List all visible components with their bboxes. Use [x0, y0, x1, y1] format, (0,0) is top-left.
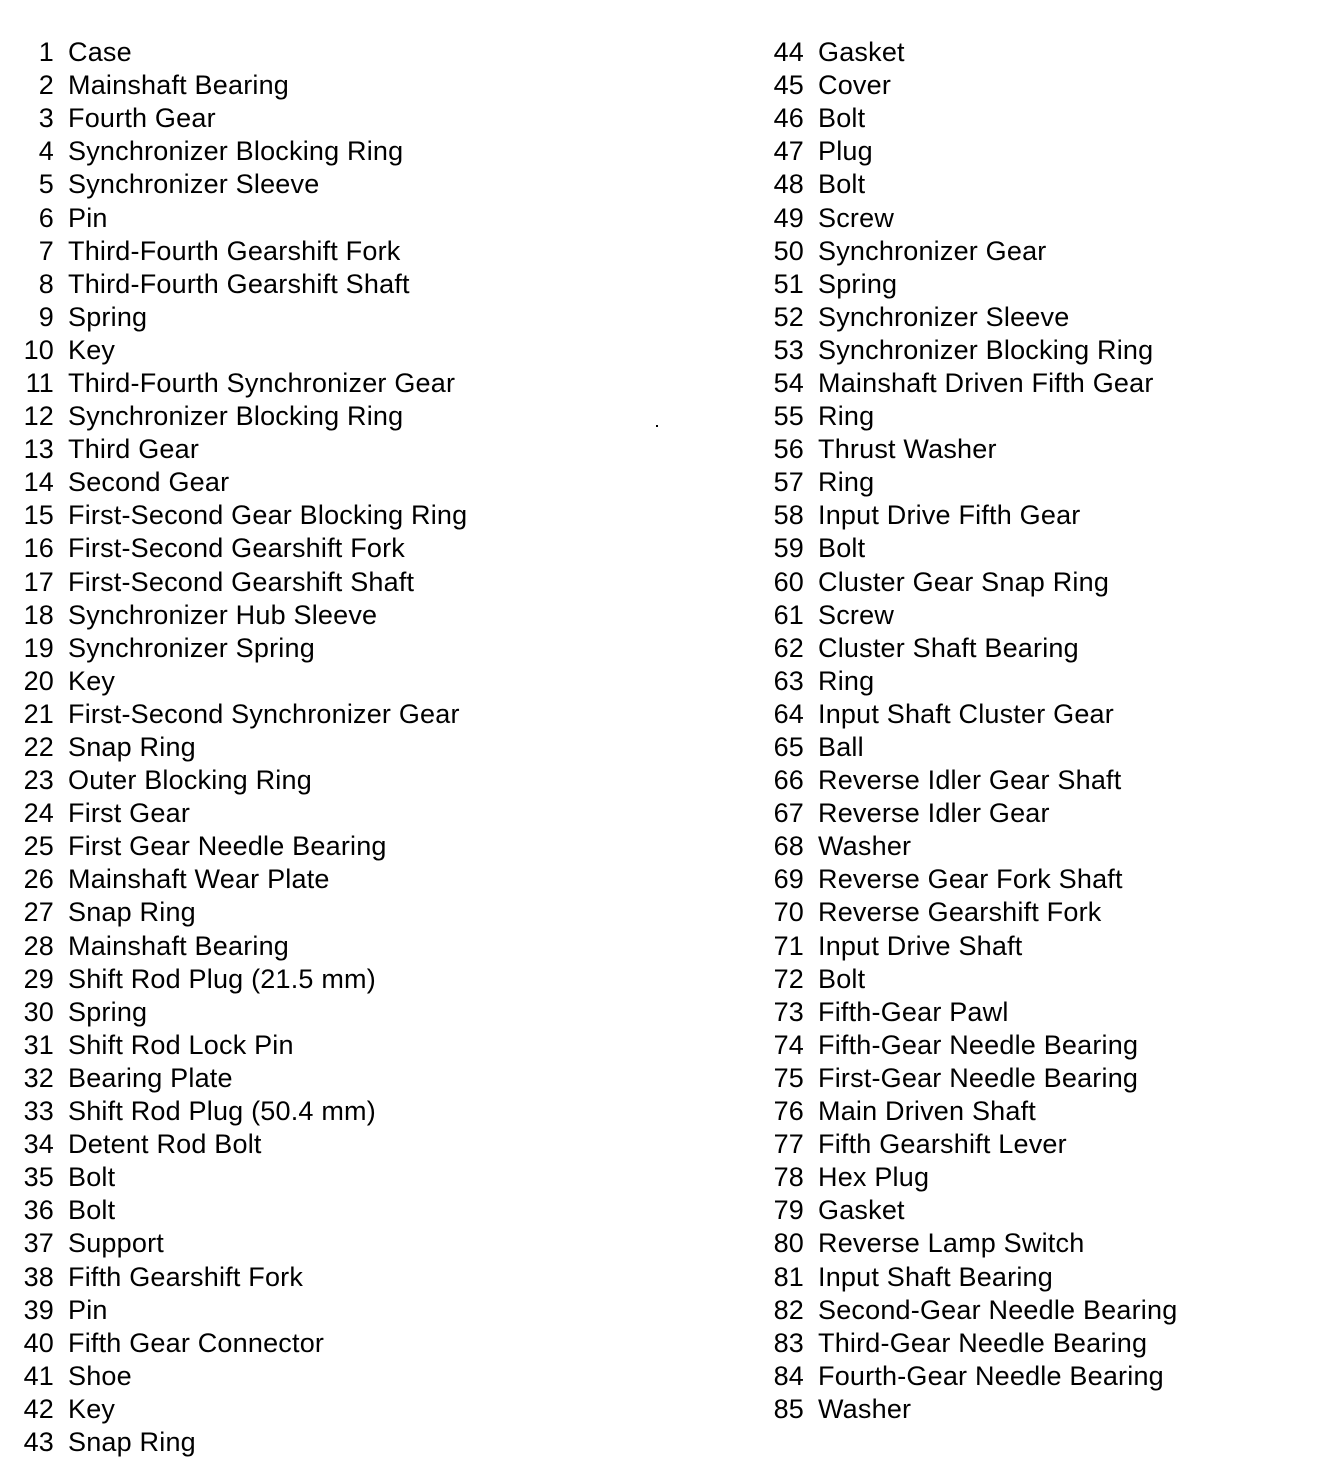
part-row	[762, 433, 1177, 466]
part-number: 72	[773, 963, 804, 994]
part-name: Mainshaft Wear Plate	[68, 864, 330, 895]
part-name: Bolt	[68, 1162, 116, 1193]
part-number: 41	[23, 1360, 54, 1391]
part-row	[762, 301, 1177, 334]
part-name: Shoe	[68, 1360, 132, 1391]
part-row	[12, 665, 467, 698]
part-name: Synchronizer Sleeve	[68, 169, 320, 200]
part-row	[12, 863, 467, 896]
part-name: Fifth Gearshift Lever	[818, 1129, 1067, 1160]
part-number: 54	[773, 367, 804, 398]
part-name: Spring	[818, 268, 898, 299]
part-number: 66	[773, 765, 804, 796]
part-name: Screw	[818, 202, 895, 233]
part-row	[12, 996, 467, 1029]
part-name: Synchronizer Spring	[68, 632, 315, 663]
part-number: 16	[23, 533, 54, 564]
part-name: Pin	[68, 1294, 108, 1325]
part-row	[762, 400, 1177, 433]
part-row	[12, 1194, 467, 1227]
part-name: Ring	[818, 401, 875, 432]
part-name: Key	[68, 334, 116, 365]
part-name: First-Second Gearshift Fork	[68, 533, 405, 564]
part-row	[762, 1194, 1177, 1227]
part-number: 19	[23, 632, 54, 663]
part-row	[762, 599, 1177, 632]
part-name: Snap Ring	[68, 1426, 196, 1457]
part-name: First-Gear Needle Bearing	[818, 1062, 1139, 1093]
part-row	[762, 268, 1177, 301]
part-number: 71	[773, 930, 804, 961]
part-number: 51	[773, 268, 804, 299]
part-number: 21	[23, 698, 54, 729]
part-number: 5	[38, 169, 54, 200]
part-row	[12, 599, 467, 632]
part-row	[762, 1062, 1177, 1095]
part-row	[12, 1260, 467, 1293]
part-number: 46	[773, 103, 804, 134]
part-row	[12, 1029, 467, 1062]
part-number: 73	[773, 996, 804, 1027]
part-row	[762, 797, 1177, 830]
part-number: 63	[773, 665, 804, 696]
part-number: 50	[773, 235, 804, 266]
part-name: Fourth Gear	[68, 103, 216, 134]
part-name: Reverse Idler Gear Shaft	[818, 765, 1122, 796]
part-number: 39	[23, 1294, 54, 1325]
part-number: 18	[23, 599, 54, 630]
part-number: 3	[38, 103, 54, 134]
part-number: 40	[23, 1327, 54, 1358]
part-number: 8	[38, 268, 54, 299]
part-name: Third-Gear Needle Bearing	[818, 1327, 1148, 1358]
part-number: 49	[773, 202, 804, 233]
part-number: 80	[773, 1228, 804, 1259]
part-name: Gasket	[818, 37, 905, 68]
part-name: Ball	[818, 732, 864, 763]
part-number: 7	[38, 235, 54, 266]
scan-speck	[656, 425, 658, 427]
part-row	[762, 168, 1177, 201]
part-number: 48	[773, 169, 804, 200]
part-number: 10	[23, 334, 54, 365]
part-name: Synchronizer Hub Sleeve	[68, 599, 378, 630]
part-number: 1	[38, 37, 54, 68]
part-row	[762, 1227, 1177, 1260]
part-number: 34	[23, 1129, 54, 1160]
part-row	[12, 797, 467, 830]
part-row	[12, 698, 467, 731]
part-number: 22	[23, 732, 54, 763]
part-row	[762, 1393, 1177, 1426]
part-name: Outer Blocking Ring	[68, 765, 312, 796]
part-number: 58	[773, 500, 804, 531]
part-number: 11	[25, 367, 54, 398]
part-row	[762, 896, 1177, 929]
part-row	[762, 830, 1177, 863]
part-name: Third-Fourth Gearshift Fork	[68, 235, 401, 266]
part-row	[762, 930, 1177, 963]
part-name: Reverse Lamp Switch	[818, 1228, 1085, 1259]
part-number: 79	[773, 1195, 804, 1226]
part-number: 57	[773, 467, 804, 498]
part-row	[12, 1161, 467, 1194]
part-number: 59	[773, 533, 804, 564]
part-name: Key	[68, 665, 116, 696]
part-name: Pin	[68, 202, 108, 233]
part-name: Washer	[818, 831, 912, 862]
part-number: 69	[773, 864, 804, 895]
part-number: 37	[23, 1228, 54, 1259]
part-row	[12, 433, 467, 466]
part-row	[12, 1393, 467, 1426]
part-name: First-Second Gearshift Shaft	[68, 566, 415, 597]
part-name: Fifth-Gear Pawl	[818, 996, 1009, 1027]
part-number: 45	[773, 70, 804, 101]
part-name: Washer	[818, 1393, 912, 1424]
part-row	[12, 102, 467, 135]
part-name: Input Drive Shaft	[818, 930, 1023, 961]
part-number: 85	[773, 1393, 804, 1424]
part-name: Reverse Gear Fork Shaft	[818, 864, 1123, 895]
part-number: 24	[23, 798, 54, 829]
part-name: Shift Rod Plug (50.4 mm)	[68, 1096, 376, 1127]
part-number: 82	[773, 1294, 804, 1325]
part-name: Synchronizer Blocking Ring	[68, 136, 404, 167]
part-row	[12, 632, 467, 665]
part-row	[12, 201, 467, 234]
part-row	[12, 268, 467, 301]
part-name: Third Gear	[68, 434, 200, 465]
part-number: 78	[773, 1162, 804, 1193]
part-row	[762, 731, 1177, 764]
part-name: Ring	[818, 467, 875, 498]
part-number: 26	[23, 864, 54, 895]
part-row	[12, 334, 467, 367]
part-name: Thrust Washer	[818, 434, 997, 465]
part-number: 61	[773, 599, 804, 630]
part-row	[762, 665, 1177, 698]
part-name: Fifth-Gear Needle Bearing	[818, 1029, 1139, 1060]
part-row	[12, 896, 467, 929]
part-number: 12	[23, 401, 54, 432]
part-number: 38	[23, 1261, 54, 1292]
part-name: Ring	[818, 665, 875, 696]
parts-list-right-column	[762, 36, 1177, 1426]
part-row	[762, 566, 1177, 599]
part-name: Bearing Plate	[68, 1062, 233, 1093]
part-row	[12, 930, 467, 963]
part-name: Bolt	[818, 103, 866, 134]
part-row	[12, 830, 467, 863]
part-number: 47	[773, 136, 804, 167]
part-row	[762, 1128, 1177, 1161]
part-row	[12, 1128, 467, 1161]
part-name: Mainshaft Bearing	[68, 70, 290, 101]
part-name: Third-Fourth Gearshift Shaft	[68, 268, 410, 299]
part-row	[762, 135, 1177, 168]
part-row	[12, 566, 467, 599]
part-number: 14	[23, 467, 54, 498]
part-name: Shift Rod Lock Pin	[68, 1029, 294, 1060]
part-row	[12, 764, 467, 797]
part-name: Hex Plug	[818, 1162, 930, 1193]
part-number: 70	[773, 897, 804, 928]
part-name: Shift Rod Plug (21.5 mm)	[68, 963, 376, 994]
part-row	[12, 400, 467, 433]
parts-list-left-column	[12, 36, 467, 1459]
part-number: 6	[38, 202, 54, 233]
part-number: 77	[773, 1129, 804, 1160]
part-name: Mainshaft Bearing	[68, 930, 290, 961]
part-row	[762, 863, 1177, 896]
part-number: 33	[23, 1096, 54, 1127]
part-name: Bolt	[818, 169, 866, 200]
part-number: 23	[23, 765, 54, 796]
part-number: 15	[23, 500, 54, 531]
part-name: Second Gear	[68, 467, 230, 498]
part-number: 31	[23, 1029, 54, 1060]
part-row	[762, 632, 1177, 665]
part-name: Fifth Gear Connector	[68, 1327, 325, 1358]
part-name: Snap Ring	[68, 897, 196, 928]
part-row	[762, 36, 1177, 69]
part-name: Third-Fourth Synchronizer Gear	[68, 367, 456, 398]
part-number: 2	[38, 70, 54, 101]
part-row	[762, 698, 1177, 731]
part-number: 81	[773, 1261, 804, 1292]
part-row	[12, 367, 467, 400]
part-number: 67	[773, 798, 804, 829]
part-row	[12, 235, 467, 268]
part-name: Mainshaft Driven Fifth Gear	[818, 367, 1154, 398]
part-name: Fifth Gearshift Fork	[68, 1261, 304, 1292]
part-row	[762, 963, 1177, 996]
part-number: 42	[23, 1393, 54, 1424]
part-name: Reverse Idler Gear	[818, 798, 1050, 829]
part-number: 62	[773, 632, 804, 663]
part-row	[762, 996, 1177, 1029]
part-name: Reverse Gearshift Fork	[818, 897, 1102, 928]
part-row	[762, 1260, 1177, 1293]
part-row	[762, 201, 1177, 234]
part-row	[12, 168, 467, 201]
part-row	[762, 1294, 1177, 1327]
part-name: Input Drive Fifth Gear	[818, 500, 1081, 531]
part-number: 35	[23, 1162, 54, 1193]
part-number: 29	[23, 963, 54, 994]
part-row	[762, 1327, 1177, 1360]
part-name: Cluster Shaft Bearing	[818, 632, 1079, 663]
part-number: 84	[773, 1360, 804, 1391]
part-number: 65	[773, 732, 804, 763]
part-row	[762, 1095, 1177, 1128]
part-number: 55	[773, 401, 804, 432]
part-row	[762, 1161, 1177, 1194]
part-name: Bolt	[818, 963, 866, 994]
part-name: Spring	[68, 996, 148, 1027]
part-number: 53	[773, 334, 804, 365]
part-name: First Gear	[68, 798, 191, 829]
part-name: Case	[68, 37, 132, 68]
part-name: Input Shaft Bearing	[818, 1261, 1053, 1292]
part-row	[12, 499, 467, 532]
part-number: 60	[773, 566, 804, 597]
part-row	[12, 963, 467, 996]
part-name: Key	[68, 1393, 116, 1424]
part-row	[762, 1029, 1177, 1062]
part-number: 13	[23, 434, 54, 465]
part-row	[762, 764, 1177, 797]
part-name: Main Driven Shaft	[818, 1096, 1036, 1127]
part-name: Plug	[818, 136, 873, 167]
part-number: 64	[773, 698, 804, 729]
part-row	[12, 532, 467, 565]
part-row	[12, 466, 467, 499]
part-name: Gasket	[818, 1195, 905, 1226]
part-name: Detent Rod Bolt	[68, 1129, 262, 1160]
part-name: First-Second Gear Blocking Ring	[68, 500, 468, 531]
part-row	[12, 36, 467, 69]
part-row	[12, 301, 467, 334]
part-row	[12, 1062, 467, 1095]
part-name: First Gear Needle Bearing	[68, 831, 387, 862]
part-row	[12, 731, 467, 764]
part-name: Support	[68, 1228, 164, 1259]
part-row	[762, 334, 1177, 367]
part-row	[762, 1360, 1177, 1393]
part-number: 32	[23, 1062, 54, 1093]
part-name: Cover	[818, 70, 892, 101]
part-number: 36	[23, 1195, 54, 1226]
part-row	[12, 1327, 467, 1360]
part-row	[762, 235, 1177, 268]
part-number: 30	[23, 996, 54, 1027]
part-name: Synchronizer Blocking Ring	[68, 401, 404, 432]
part-name: Screw	[818, 599, 895, 630]
part-number: 76	[773, 1096, 804, 1127]
part-number: 4	[38, 136, 54, 167]
part-name: Synchronizer Sleeve	[818, 301, 1070, 332]
part-row	[762, 69, 1177, 102]
part-number: 52	[773, 301, 804, 332]
part-row	[12, 1294, 467, 1327]
part-number: 44	[773, 37, 804, 68]
part-row	[762, 466, 1177, 499]
part-row	[762, 499, 1177, 532]
part-number: 43	[23, 1426, 54, 1457]
part-row	[12, 1227, 467, 1260]
part-row	[762, 367, 1177, 400]
part-name: Input Shaft Cluster Gear	[818, 698, 1114, 729]
part-row	[762, 102, 1177, 135]
part-name: Synchronizer Blocking Ring	[818, 334, 1154, 365]
part-name: Bolt	[68, 1195, 116, 1226]
part-number: 75	[773, 1062, 804, 1093]
part-row	[12, 135, 467, 168]
part-number: 25	[23, 831, 54, 862]
part-name: Fourth-Gear Needle Bearing	[818, 1360, 1164, 1391]
part-name: Spring	[68, 301, 148, 332]
part-row	[12, 1426, 467, 1459]
part-name: Cluster Gear Snap Ring	[818, 566, 1110, 597]
part-row	[12, 1095, 467, 1128]
part-number: 68	[773, 831, 804, 862]
part-row	[762, 532, 1177, 565]
part-name: First-Second Synchronizer Gear	[68, 698, 460, 729]
part-number: 17	[23, 566, 54, 597]
part-number: 27	[23, 897, 54, 928]
part-row	[12, 69, 467, 102]
part-number: 74	[773, 1029, 804, 1060]
part-number: 9	[38, 301, 54, 332]
part-name: Bolt	[818, 533, 866, 564]
part-name: Second-Gear Needle Bearing	[818, 1294, 1178, 1325]
part-name: Synchronizer Gear	[818, 235, 1047, 266]
part-number: 28	[23, 930, 54, 961]
part-number: 83	[773, 1327, 804, 1358]
part-number: 20	[23, 665, 54, 696]
part-row	[12, 1360, 467, 1393]
part-number: 56	[773, 434, 804, 465]
part-name: Snap Ring	[68, 732, 196, 763]
